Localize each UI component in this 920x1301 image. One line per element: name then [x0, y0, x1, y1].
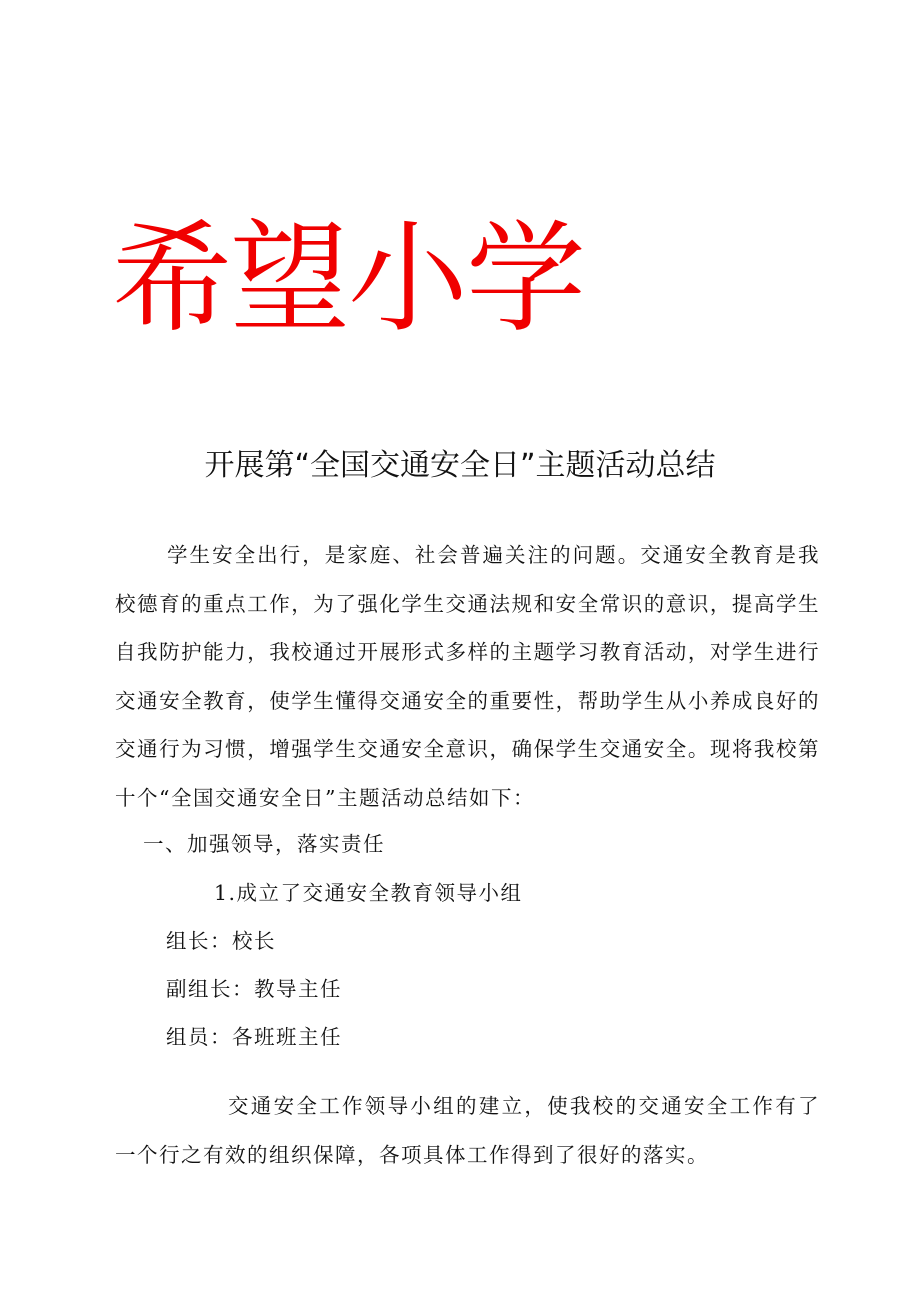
role-line-leader: 组长：校长	[166, 929, 276, 953]
document-title: 开展第“全国交通安全日”主题活动总结	[204, 448, 716, 483]
role-line-members: 组员：各班班主任	[166, 1025, 342, 1049]
conclusion-paragraph: 交通安全工作领导小组的建立，使我校的交通安全工作有了一个行之有效的组织保障，各项具体工作得到了很好的落实。	[115, 1094, 820, 1167]
section-item: 1.成立了交通安全教育领导小组	[214, 881, 523, 905]
intro-paragraph: 学生安全出行，是家庭、社会普遍关注的问题。交通安全教育是我校德育的重点工作，为了强化学生交通法规和安全常识的意识，提高学生自我防护能力，我校通过开展形式多样的主题学习教育活动，对学生进行交通安全教育，使学生懂得交通安全的重要性，帮助学生从小养成良好的交通行为习惯，增强学生交通安全意识，确保学生交通安全。现将我校第十个“全国交通安全日”主题活动总结如下：	[115, 543, 820, 810]
section-heading: 一、加强领导，落实责任	[143, 832, 385, 856]
school-name-banner: 希望小学	[112, 210, 584, 349]
role-line-deputy: 副组长：教导主任	[166, 977, 342, 1001]
